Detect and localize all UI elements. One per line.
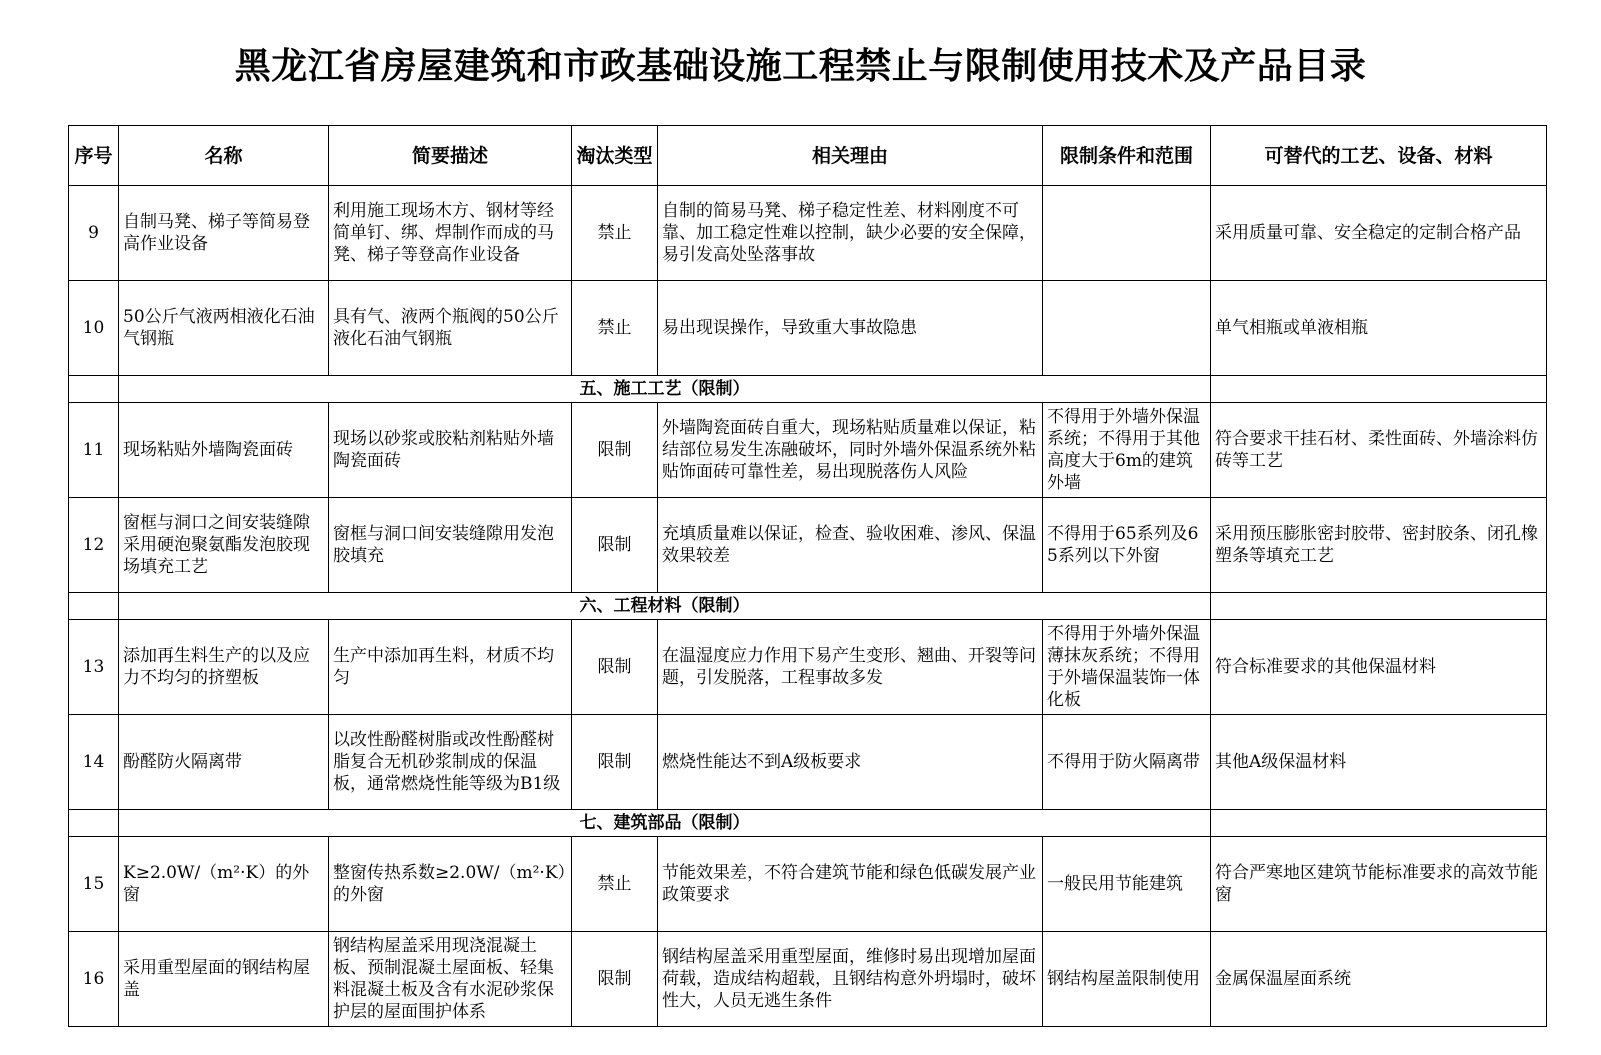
section-blank-cell xyxy=(69,593,119,620)
row-reason: 在温湿度应力作用下易产生变形、翘曲、开裂等问题，引发脱落，工程事故多发 xyxy=(658,620,1043,715)
table-row xyxy=(69,837,1547,932)
row-type: 禁止 xyxy=(572,186,658,281)
section-title: 七、建筑部品（限制） xyxy=(119,810,1211,837)
row-alt: 其他A级保温材料 xyxy=(1211,715,1547,810)
section-title: 五、施工工艺（限制） xyxy=(119,376,1211,403)
row-name: 50公斤气液两相液化石油气钢瓶 xyxy=(119,281,329,376)
section-blank-cell xyxy=(69,376,119,403)
section-row xyxy=(69,593,1547,620)
row-no: 13 xyxy=(69,620,119,715)
section-row xyxy=(69,376,1547,403)
section-blank-cell xyxy=(69,810,119,837)
row-desc: 利用施工现场木方、钢材等经简单钉、绑、焊制作而成的马凳、梯子等登高作业设备 xyxy=(329,186,572,281)
row-reason: 自制的简易马凳、梯子稳定性差、材料刚度不可靠、加工稳定性难以控制，缺少必要的安全保障，易引发高处坠落事故 xyxy=(658,186,1043,281)
row-no: 15 xyxy=(69,837,119,932)
row-limit: 一般民用节能建筑 xyxy=(1043,837,1211,932)
row-desc: 生产中添加再生料，材质不均匀 xyxy=(329,620,572,715)
catalog-table xyxy=(68,125,1547,1027)
row-name: 现场粘贴外墙陶瓷面砖 xyxy=(119,403,329,498)
row-type: 限制 xyxy=(572,498,658,593)
row-alt: 采用质量可靠、安全稳定的定制合格产品 xyxy=(1211,186,1547,281)
header-alt: 可替代的工艺、设备、材料 xyxy=(1211,126,1547,186)
row-no: 10 xyxy=(69,281,119,376)
table-row xyxy=(69,281,1547,376)
row-no: 9 xyxy=(69,186,119,281)
row-desc: 以改性酚醛树脂或改性酚醛树脂复合无机砂浆制成的保温板，通常燃烧性能等级为B1级 xyxy=(329,715,572,810)
header-limit: 限制条件和范围 xyxy=(1043,126,1211,186)
row-type: 限制 xyxy=(572,620,658,715)
table-row xyxy=(69,403,1547,498)
row-desc: 钢结构屋盖采用现浇混凝土板、预制混凝土屋面板、轻集料混凝土板及含有水泥砂浆保护层的屋面围护体系 xyxy=(329,932,572,1027)
table-row xyxy=(69,715,1547,810)
row-name: 窗框与洞口之间安装缝隙采用硬泡聚氨酯发泡胶现场填充工艺 xyxy=(119,498,329,593)
header-name: 名称 xyxy=(119,126,329,186)
row-type: 禁止 xyxy=(572,837,658,932)
row-limit: 不得用于65系列及65系列以下外窗 xyxy=(1043,498,1211,593)
table-row xyxy=(69,498,1547,593)
row-alt: 符合标准要求的其他保温材料 xyxy=(1211,620,1547,715)
section-row xyxy=(69,810,1547,837)
header-desc: 简要描述 xyxy=(329,126,572,186)
header-reason: 相关理由 xyxy=(658,126,1043,186)
row-reason: 节能效果差，不符合建筑节能和绿色低碳发展产业政策要求 xyxy=(658,837,1043,932)
page-title: 黑龙江省房屋建筑和市政基础设施工程禁止与限制使用技术及产品目录 xyxy=(234,46,1367,87)
row-limit: 钢结构屋盖限制使用 xyxy=(1043,932,1211,1027)
row-desc: 整窗传热系数≥2.0W/（m²·K）的外窗 xyxy=(329,837,572,932)
row-type: 禁止 xyxy=(572,281,658,376)
table-row xyxy=(69,186,1547,281)
header-row xyxy=(69,126,1547,186)
row-type: 限制 xyxy=(572,715,658,810)
row-alt: 符合严寒地区建筑节能标准要求的高效节能窗 xyxy=(1211,837,1547,932)
row-name: 酚醛防火隔离带 xyxy=(119,715,329,810)
row-reason: 充填质量难以保证，检查、验收困难、渗风、保温效果较差 xyxy=(658,498,1043,593)
row-limit: 不得用于外墙外保温系统；不得用于其他高度大于6m的建筑外墙 xyxy=(1043,403,1211,498)
row-alt: 采用预压膨胀密封胶带、密封胶条、闭孔橡塑条等填充工艺 xyxy=(1211,498,1547,593)
section-blank-cell xyxy=(1211,376,1547,403)
header-type: 淘汰类型 xyxy=(572,126,658,186)
section-blank-cell xyxy=(1211,810,1547,837)
table-row xyxy=(69,932,1547,1027)
row-no: 16 xyxy=(69,932,119,1027)
row-no: 12 xyxy=(69,498,119,593)
row-desc: 现场以砂浆或胶粘剂粘贴外墙陶瓷面砖 xyxy=(329,403,572,498)
row-desc: 具有气、液两个瓶阀的50公斤液化石油气钢瓶 xyxy=(329,281,572,376)
row-no: 14 xyxy=(69,715,119,810)
row-type: 限制 xyxy=(572,932,658,1027)
row-alt: 符合要求干挂石材、柔性面砖、外墙涂料仿砖等工艺 xyxy=(1211,403,1547,498)
row-no: 11 xyxy=(69,403,119,498)
section-blank-cell xyxy=(1211,593,1547,620)
row-reason: 燃烧性能达不到A级板要求 xyxy=(658,715,1043,810)
section-title: 六、工程材料（限制） xyxy=(119,593,1211,620)
row-limit: 不得用于外墙外保温薄抹灰系统；不得用于外墙保温装饰一体化板 xyxy=(1043,620,1211,715)
row-type: 限制 xyxy=(572,403,658,498)
header-no: 序号 xyxy=(69,126,119,186)
row-alt: 金属保温屋面系统 xyxy=(1211,932,1547,1027)
row-desc: 窗框与洞口间安装缝隙用发泡胶填充 xyxy=(329,498,572,593)
table-row xyxy=(69,620,1547,715)
row-name: 采用重型屋面的钢结构屋盖 xyxy=(119,932,329,1027)
row-limit xyxy=(1043,186,1211,281)
row-name: 自制马凳、梯子等简易登高作业设备 xyxy=(119,186,329,281)
row-limit xyxy=(1043,281,1211,376)
row-alt: 单气相瓶或单液相瓶 xyxy=(1211,281,1547,376)
row-reason: 外墙陶瓷面砖自重大，现场粘贴质量难以保证，粘结部位易发生冻融破坏，同时外墙外保温系统外粘贴饰面砖可靠性差，易出现脱落伤人风险 xyxy=(658,403,1043,498)
row-name: K≥2.0W/（m²·K）的外窗 xyxy=(119,837,329,932)
row-name: 添加再生料生产的以及应力不均匀的挤塑板 xyxy=(119,620,329,715)
row-limit: 不得用于防火隔离带 xyxy=(1043,715,1211,810)
row-reason: 钢结构屋盖采用重型屋面，维修时易出现增加屋面荷载，造成结构超载，且钢结构意外坍塌时，破坏性大，人员无逃生条件 xyxy=(658,932,1043,1027)
row-reason: 易出现误操作，导致重大事故隐患 xyxy=(658,281,1043,376)
